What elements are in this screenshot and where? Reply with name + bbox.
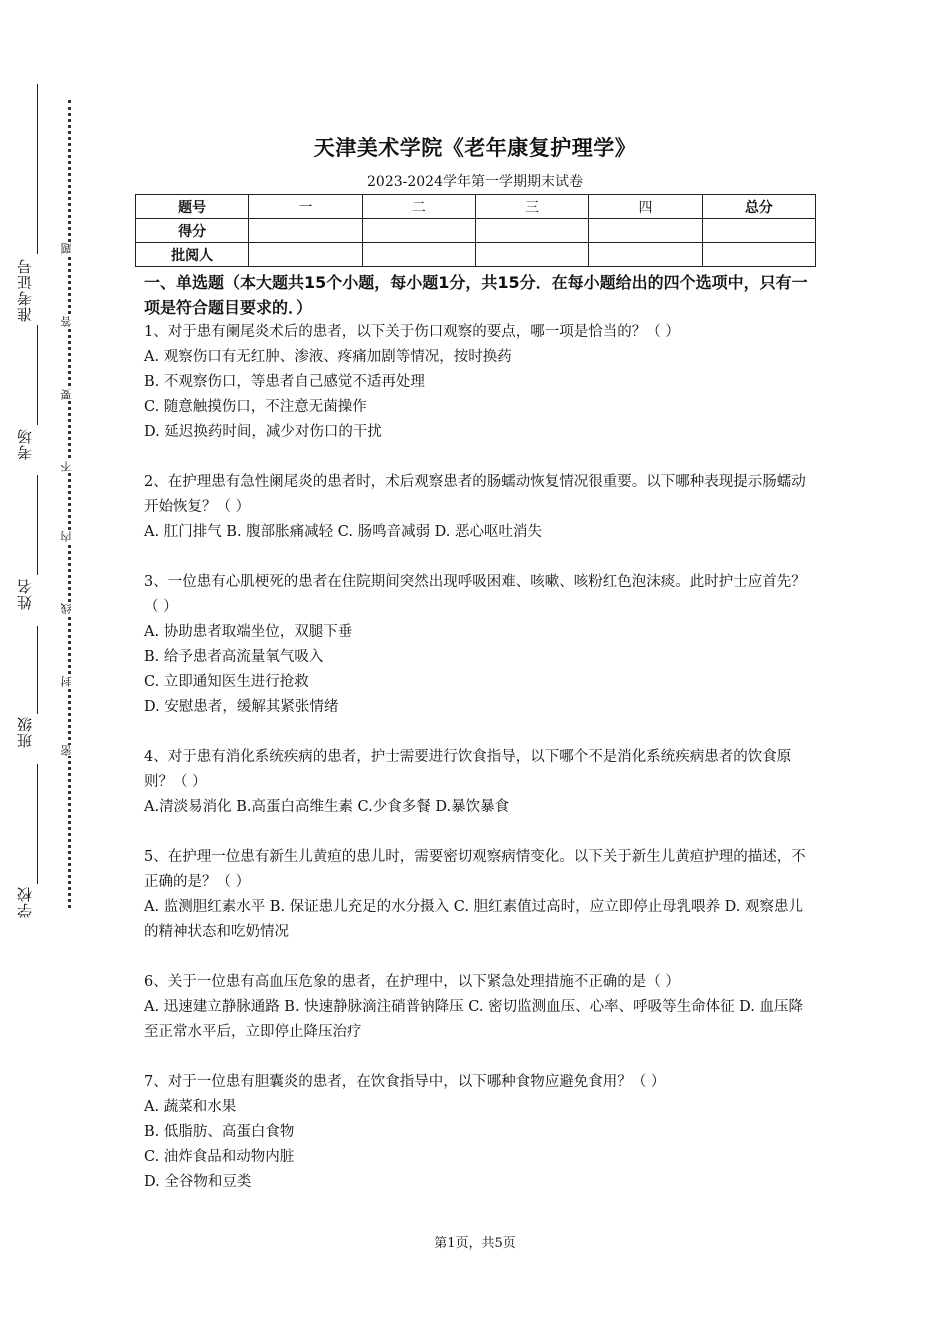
score-table-header-cell: 一 (249, 195, 362, 219)
grader-cell[interactable] (249, 243, 362, 267)
seal-char: 要 (60, 389, 78, 400)
seal-dotted-line (68, 100, 71, 908)
name-line (37, 475, 38, 575)
class-label: 班级 (16, 716, 34, 748)
question-3 (144, 570, 816, 720)
exam-title: 天津美术学院《老年康复护理学》 (313, 136, 637, 160)
score-cell[interactable] (249, 219, 362, 243)
question-stem: 1、对于患有阑尾炎术后的患者，以下关于伤口观察的要点，哪一项是恰当的？（ ） (144, 324, 680, 340)
seal-char: 密 (60, 745, 78, 756)
question-2 (144, 470, 816, 545)
score-table (135, 194, 816, 267)
school-label: 学校 (16, 886, 34, 918)
option-a[interactable]: A. 蔬菜和水果 (144, 1099, 237, 1115)
options-inline[interactable]: A. 迅速建立静脉通路 B. 快速静脉滴注硝普钠降压 C. 密切监测血压、心率、呼吸等生命体征 D. 血压降至正常水平后，立即停止降压治疗 (144, 999, 804, 1040)
score-table-header-cell: 四 (589, 195, 702, 219)
option-c[interactable]: C. 立即通知医生进行抢救 (144, 674, 309, 690)
seal-char: 封 (60, 676, 78, 687)
score-cell[interactable] (475, 219, 588, 243)
question-7 (144, 1070, 816, 1195)
options-inline[interactable]: A. 监测胆红素水平 B. 保证患儿充足的水分摄入 C. 胆红素值过高时，应立即停止母乳喂养 D. 观察患儿的精神状态和吃奶情况 (144, 899, 804, 940)
grader-cell[interactable] (589, 243, 702, 267)
option-d[interactable]: D. 安慰患者，缓解其紧张情绪 (144, 699, 339, 715)
option-b[interactable]: B. 低脂肪、高蛋白食物 (144, 1124, 295, 1140)
option-d[interactable]: D. 全谷物和豆类 (144, 1174, 252, 1190)
score-table-row (136, 243, 816, 267)
exam-room-label: 考场 (16, 428, 34, 460)
class-line (37, 626, 38, 714)
option-a[interactable]: A. 协助患者取端坐位，双腿下垂 (144, 624, 353, 640)
score-cell[interactable] (702, 219, 815, 243)
score-table-row (136, 219, 816, 243)
seal-char: 内 (60, 531, 78, 542)
question-stem: 3、一位患有心肌梗死的患者在住院期间突然出现呼吸困难、咳嗽、咳粉红色泡沫痰。此时护士应首先？（ ） (144, 574, 806, 615)
option-c[interactable]: C. 随意触摸伤口，不注意无菌操作 (144, 399, 367, 415)
question-4 (144, 745, 816, 820)
question-stem: 4、对于患有消化系统疾病的患者，护士需要进行饮食指导，以下哪个不是消化系统疾病患者的饮食原则？（ ） (144, 749, 792, 790)
seal-char: 线 (60, 603, 78, 614)
options-inline[interactable]: A. 肛门排气 B. 腹部胀痛减轻 C. 肠鸣音减弱 D. 恶心呕吐消失 (144, 524, 543, 540)
exam-room-line (37, 325, 38, 425)
score-row-label: 得分 (136, 219, 249, 243)
score-table-header-cell: 三 (475, 195, 588, 219)
option-a[interactable]: A. 观察伤口有无红肿、渗液、疼痛加剧等情况，按时换药 (144, 349, 512, 365)
grader-cell[interactable] (702, 243, 815, 267)
seal-char: 答 (60, 316, 78, 327)
question-stem: 2、在护理患有急性阑尾炎的患者时，术后观察患者的肠蠕动恢复情况很重要。以下哪种表现提示肠蠕动开始恢复？（ ） (144, 474, 806, 515)
section-title: 一、单选题（本大题共15个小题，每小题1分，共15分．在每小题给出的四个选项中，只有一项是符合题目要求的．） (144, 273, 808, 317)
grader-row-label: 批阅人 (136, 243, 249, 267)
exam-number-line (37, 84, 38, 254)
page-footer: 第1页，共5页 (434, 1236, 516, 1251)
exam-subtitle: 2023-2024学年第一学期期末试卷 (367, 174, 583, 190)
option-b[interactable]: B. 给予患者高流量氧气吸入 (144, 649, 324, 665)
score-cell[interactable] (362, 219, 475, 243)
question-5 (144, 845, 816, 945)
seal-char: 题 (60, 243, 78, 254)
question-stem: 6、关于一位患有高血压危象的患者，在护理中，以下紧急处理措施不正确的是（ ） (144, 974, 680, 990)
question-1 (144, 320, 816, 445)
question-6 (144, 970, 816, 1045)
option-d[interactable]: D. 延迟换药时间，减少对伤口的干扰 (144, 424, 382, 440)
exam-number-label: 准考证号 (16, 258, 34, 322)
option-b[interactable]: B. 不观察伤口，等患者自己感觉不适再处理 (144, 374, 425, 390)
option-c[interactable]: C. 油炸食品和动物内脏 (144, 1149, 295, 1165)
score-table-header-cell: 总分 (702, 195, 815, 219)
score-table-header-cell: 题号 (136, 195, 249, 219)
question-stem: 7、对于一位患有胆囊炎的患者，在饮食指导中，以下哪种食物应避免食用？（ ） (144, 1074, 666, 1090)
seal-char: 不 (60, 461, 78, 472)
grader-cell[interactable] (475, 243, 588, 267)
question-stem: 5、在护理一位患有新生儿黄疸的患儿时，需要密切观察病情变化。以下关于新生儿黄疸护理的描述，不正确的是？（ ） (144, 849, 806, 890)
options-inline[interactable]: A.清淡易消化 B.高蛋白高维生素 C.少食多餐 D.暴饮暴食 (144, 799, 510, 815)
score-table-header-row (136, 195, 816, 219)
score-cell[interactable] (589, 219, 702, 243)
exam-content (144, 270, 816, 1220)
school-line (37, 764, 38, 884)
name-label: 姓名 (16, 578, 34, 610)
grader-cell[interactable] (362, 243, 475, 267)
score-table-header-cell: 二 (362, 195, 475, 219)
